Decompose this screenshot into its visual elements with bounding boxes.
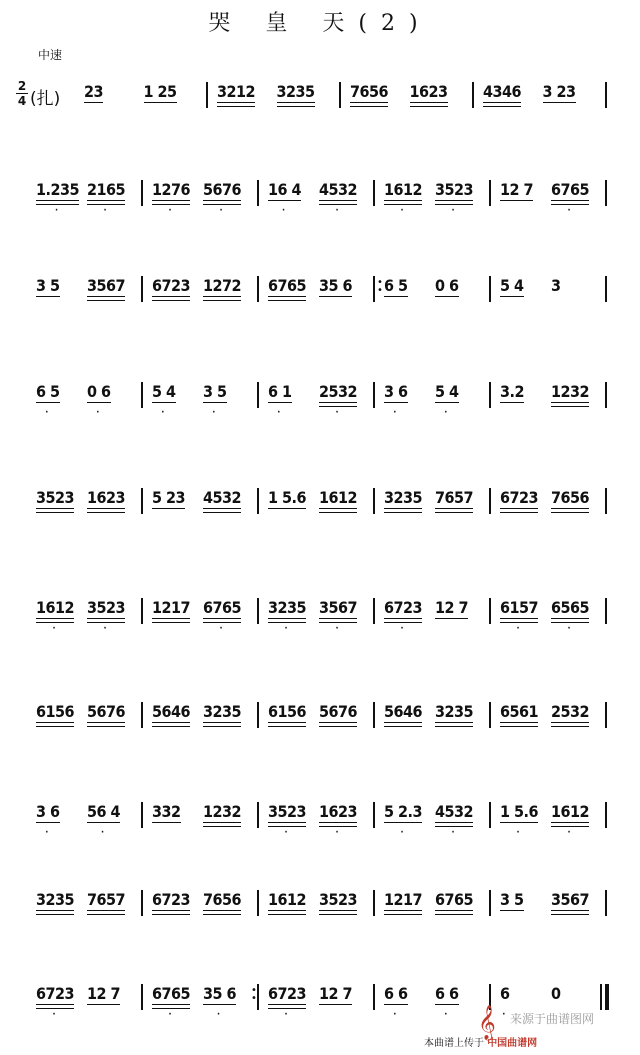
- score-row: [0, 382, 640, 422]
- barline: [489, 382, 491, 408]
- footer: [424, 1034, 537, 1049]
- barline: [257, 488, 259, 514]
- note-group: 1623: [87, 488, 125, 507]
- footer-text: 本曲谱上传于: [424, 1038, 484, 1049]
- note-group: 35 6: [319, 276, 353, 295]
- barline: [257, 382, 259, 408]
- note-group: 6765 ·: [551, 180, 590, 216]
- barline: [141, 382, 143, 408]
- barline: [373, 180, 375, 206]
- note-group: 5 23: [152, 488, 186, 507]
- note-group: 6723 ·: [384, 598, 423, 634]
- note-group: 6 5: [384, 276, 408, 295]
- barline: [605, 802, 607, 828]
- note-group: 7656: [203, 890, 241, 909]
- barline: [257, 702, 259, 728]
- barline: [141, 598, 143, 624]
- note-group: 12 7: [87, 984, 121, 1003]
- barline: [373, 382, 375, 408]
- barline: [605, 890, 607, 916]
- barline: [489, 890, 491, 916]
- note-group: 1272: [203, 276, 241, 295]
- note-group: 6 6 ·: [435, 984, 459, 1020]
- note-group: 6 ·: [500, 984, 510, 1020]
- barline: [141, 276, 143, 302]
- note-group: 5 4 ·: [435, 382, 459, 418]
- barline: [373, 598, 375, 624]
- treble-clef-icon: 𝄞: [478, 1005, 496, 1040]
- note-group: 3235: [36, 890, 74, 909]
- note-group: 1217: [152, 598, 190, 617]
- barline: [257, 180, 259, 206]
- note-group: 5676: [319, 702, 357, 721]
- note-group: 5 4: [500, 276, 524, 295]
- barline: [489, 598, 491, 624]
- note-group: 7657: [435, 488, 473, 507]
- note-group: 12 7: [435, 598, 469, 617]
- note-group: 6765 ·: [203, 598, 242, 634]
- note-group: 16 4 ·: [268, 180, 302, 216]
- page-title: 哭 皇 天(2): [208, 11, 432, 36]
- note-group: 6156: [36, 702, 74, 721]
- note-group: 6765: [435, 890, 473, 909]
- time-signature-bottom: 4: [17, 94, 27, 108]
- note-group: 2532: [551, 702, 589, 721]
- note-group: 7657: [87, 890, 125, 909]
- note-group: 6723: [500, 488, 538, 507]
- note-group: 3523 ·: [435, 180, 474, 216]
- note-group: 3523: [319, 890, 357, 909]
- note-group: 6723: [152, 890, 190, 909]
- barline: [141, 702, 143, 728]
- note-group: 5 4 ·: [152, 382, 176, 418]
- barline: [605, 82, 607, 108]
- barline: [257, 276, 259, 302]
- note-group: 3567 ·: [319, 598, 358, 634]
- barline: [489, 802, 491, 828]
- score-row: [0, 890, 640, 930]
- note-group: 6723 ·: [36, 984, 75, 1020]
- footer-brand: 中国曲谱网: [487, 1038, 538, 1049]
- barline: [605, 702, 607, 728]
- note-group: 3523: [36, 488, 74, 507]
- barline: [141, 180, 143, 206]
- barline: [257, 598, 259, 624]
- note-group: 12 7: [319, 984, 353, 1003]
- note-group: 23: [84, 82, 104, 101]
- barline: [141, 890, 143, 916]
- note-group: 1623 ·: [319, 802, 358, 838]
- note-group: 4532 ·: [319, 180, 358, 216]
- score-row: [0, 276, 640, 316]
- note-group: 6157 ·: [500, 598, 539, 634]
- note-group: 6723 ·: [268, 984, 307, 1020]
- note-group: 35 6 ·: [203, 984, 237, 1020]
- note-group: 3 5 ·: [203, 382, 227, 418]
- note-group: 6561: [500, 702, 538, 721]
- barline: [141, 984, 143, 1010]
- note-group: 4532: [203, 488, 241, 507]
- note-group: 6156: [268, 702, 306, 721]
- note-group: 1 5.6 ·: [500, 802, 539, 838]
- note-group: 3235: [203, 702, 241, 721]
- barline: [489, 488, 491, 514]
- note-group: 3 6 ·: [384, 382, 408, 418]
- barline: [605, 382, 607, 408]
- note-group: 1232: [551, 382, 589, 401]
- repeat-dots: • •: [251, 985, 257, 1004]
- barline: [373, 802, 375, 828]
- barline: [489, 180, 491, 206]
- note-group: 1623: [410, 82, 448, 101]
- note-group: 6765: [268, 276, 306, 295]
- intro-mark: (扎): [30, 89, 61, 109]
- note-group: 6723: [152, 276, 190, 295]
- repeat-barline: [373, 276, 375, 302]
- note-group: 3212: [217, 82, 255, 101]
- score-row: [0, 598, 640, 638]
- note-group: 3 23: [542, 82, 576, 101]
- barline: [373, 488, 375, 514]
- barline: [373, 702, 375, 728]
- note-group: 7656: [551, 488, 589, 507]
- barline: [257, 890, 259, 916]
- note-group: 5676: [87, 702, 125, 721]
- note-group: 3567: [551, 890, 589, 909]
- note-group: 2165 ·: [87, 180, 126, 216]
- note-group: 1276 ·: [152, 180, 191, 216]
- note-group: 3523 ·: [87, 598, 126, 634]
- barline: [257, 802, 259, 828]
- note-group: 3 6 ·: [36, 802, 60, 838]
- note-group: 1 5.6: [268, 488, 307, 507]
- note-group: 0 6: [435, 276, 459, 295]
- tempo-marking: 中速: [38, 48, 63, 62]
- barline: [339, 82, 341, 108]
- note-group: 3 5: [36, 276, 60, 295]
- barline: [489, 702, 491, 728]
- note-group: 6 5 ·: [36, 382, 60, 418]
- note-group: 6 6 ·: [384, 984, 408, 1020]
- barline: [605, 276, 607, 302]
- score-row: [0, 802, 640, 842]
- note-group: 332: [152, 802, 181, 821]
- note-group: 3523 ·: [268, 802, 307, 838]
- score-row: [0, 79, 640, 122]
- score-row: [0, 488, 640, 528]
- barline: [472, 82, 474, 108]
- note-group: 1232: [203, 802, 241, 821]
- score-row: [0, 702, 640, 742]
- repeat-dots: • •: [377, 277, 383, 296]
- note-group: 2532 ·: [319, 382, 358, 418]
- note-group: 1612 ·: [36, 598, 75, 634]
- note-group: 4346: [483, 82, 521, 101]
- final-barline: [605, 984, 609, 1010]
- barline: [600, 984, 602, 1010]
- barline: [605, 180, 607, 206]
- barline: [206, 82, 208, 108]
- score-row: [0, 180, 640, 220]
- note-group: 5646: [384, 702, 422, 721]
- note-group: 0: [551, 984, 561, 1003]
- note-group: 3235: [435, 702, 473, 721]
- note-group: 5676 ·: [203, 180, 242, 216]
- note-group: 5 2.3 ·: [384, 802, 423, 838]
- note-group: 1 25: [143, 82, 177, 101]
- note-group: 3567: [87, 276, 125, 295]
- barline: [489, 276, 491, 302]
- barline: [373, 890, 375, 916]
- note-group: 6565 ·: [551, 598, 590, 634]
- barline: [373, 984, 375, 1010]
- note-group: 3235 ·: [268, 598, 307, 634]
- note-group: 6 1 ·: [268, 382, 292, 418]
- note-group: 7656: [350, 82, 388, 101]
- watermark: 来源于曲谱图网: [510, 1012, 595, 1026]
- note-group: 1.235 ·: [36, 180, 80, 216]
- note-group: 1612: [319, 488, 357, 507]
- note-group: 1612: [268, 890, 306, 909]
- barline: [141, 488, 143, 514]
- barline: [141, 802, 143, 828]
- note-group: 12 7: [500, 180, 534, 199]
- note-group: 1612 ·: [551, 802, 590, 838]
- note-group: 3 5: [500, 890, 524, 909]
- note-group: 3.2: [500, 382, 524, 401]
- note-group: 6765 ·: [152, 984, 191, 1020]
- time-signature-top: 2: [17, 79, 27, 93]
- note-group: 0 6 ·: [87, 382, 111, 418]
- note-group: 3: [551, 276, 561, 295]
- note-group: 1217: [384, 890, 422, 909]
- note-group: 3235: [277, 82, 315, 101]
- note-group: 5646: [152, 702, 190, 721]
- note-group: 1612 ·: [384, 180, 423, 216]
- note-group: 56 4 ·: [87, 802, 121, 838]
- note-group: 4532 ·: [435, 802, 474, 838]
- note-group: 3235: [384, 488, 422, 507]
- barline: [605, 488, 607, 514]
- repeat-barline: [257, 984, 259, 1010]
- barline: [605, 598, 607, 624]
